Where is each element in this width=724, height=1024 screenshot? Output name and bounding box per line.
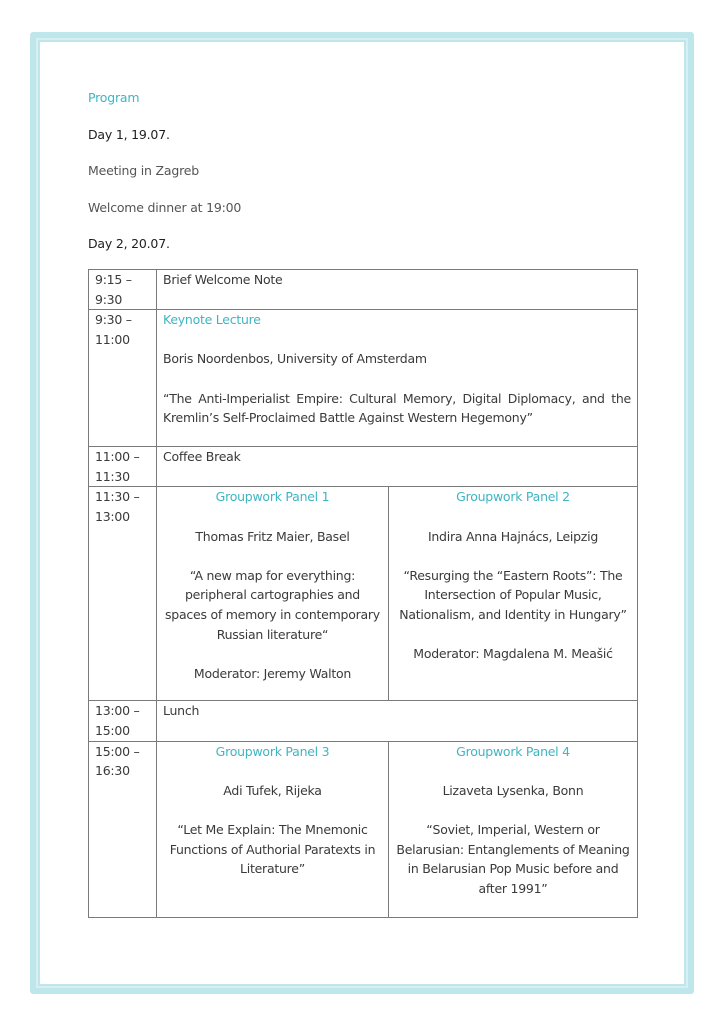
day1-item: Welcome dinner at 19:00 — [88, 200, 242, 215]
talk-title: “Resurging the “Eastern Roots”: The Intersection of Popular Music, Nationalism, and Identity in Hungary” — [399, 567, 627, 622]
time-cell: 11:30 – 13:00 — [89, 487, 157, 701]
moderator: Moderator: Jeremy Walton — [193, 665, 352, 681]
time-cell: 11:00 – 11:30 — [89, 447, 157, 487]
table-row — [89, 270, 638, 310]
panel-title: Groupwork Panel 1 — [215, 489, 330, 505]
time-cell: 9:15 – 9:30 — [89, 270, 157, 310]
speaker: Lizaveta Lysenka, Bonn — [442, 782, 584, 798]
speaker: Indira Anna Hajnács, Leipzig — [427, 528, 599, 544]
program-heading: Program — [88, 90, 140, 105]
speaker: Thomas Fritz Maier, Basel — [195, 528, 350, 544]
table-row — [89, 701, 638, 741]
keynote-cell — [157, 310, 638, 447]
session-title: Lunch — [157, 701, 638, 741]
time-cell: 9:30 – 11:00 — [89, 310, 157, 447]
panel-cell — [389, 487, 638, 701]
day2-title: Day 2, 20.07. — [88, 236, 170, 251]
day1-item: Meeting in Zagreb — [88, 163, 199, 178]
panel-cell — [157, 487, 389, 701]
day1-title: Day 1, 19.07. — [88, 127, 170, 142]
table-row — [89, 447, 638, 487]
speaker: Boris Noordenbos, University of Amsterdam — [163, 351, 427, 367]
session-title: Keynote Lecture — [163, 312, 261, 328]
panel-cell — [157, 741, 389, 917]
time-cell: 15:00 – 16:30 — [89, 741, 157, 917]
time-cell: 13:00 – 15:00 — [89, 701, 157, 741]
moderator: Moderator: Magdalena M. Meašić — [413, 646, 613, 662]
panel-title: Groupwork Panel 3 — [215, 743, 330, 759]
session-title: Coffee Break — [157, 447, 638, 487]
table-row — [89, 741, 638, 917]
session-title: Brief Welcome Note — [157, 270, 638, 310]
panel-title: Groupwork Panel 4 — [456, 743, 570, 759]
talk-title: “A new map for everything: peripheral cartographies and spaces of memory in contemporary Russian literature“ — [165, 567, 380, 642]
talk-title: “Let Me Explain: The Mnemonic Functions of Authorial Paratexts in Literature” — [169, 821, 376, 877]
table-row — [89, 310, 638, 447]
talk-title: “Soviet, Imperial, Western or Belarusian: Entanglements of Meaning in Belarusian Pop Music before and after 1991” — [396, 821, 630, 896]
schedule-table — [88, 269, 638, 918]
panel-title: Groupwork Panel 2 — [456, 489, 570, 505]
talk-title: “The Anti-Imperialist Empire: Cultural Memory, Digital Diplomacy, and the Kremlin’s Self-Proclaimed Battle Against Western Hegemony” — [163, 390, 631, 426]
panel-cell — [389, 741, 638, 917]
table-row — [89, 487, 638, 701]
speaker: Adi Tufek, Rijeka — [223, 782, 322, 798]
